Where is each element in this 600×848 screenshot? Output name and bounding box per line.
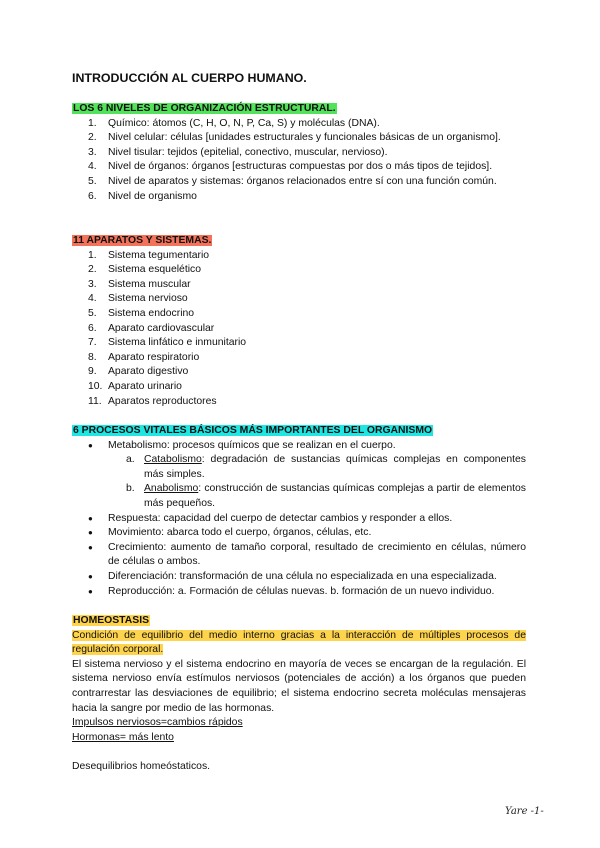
item-number: 2. [88, 264, 97, 276]
item-number: 5. [88, 175, 97, 187]
list-item [72, 131, 526, 146]
item-number: 2. [88, 132, 97, 144]
item-number: b. [126, 483, 135, 495]
section-homeostasis [72, 614, 526, 775]
item-text: Químico: átomos (C, H, O, N, P, Ca, S) y moléculas (DNA). [108, 117, 380, 129]
item-text: Reproducción: a. Formación de células nuevas. b. formación de un nuevo individuo. [108, 585, 495, 597]
list-item [72, 395, 526, 410]
section-heading-homeostasis: HOMEOSTASIS [73, 615, 150, 626]
list-item [72, 351, 526, 366]
list-item [72, 365, 526, 380]
item-number: 9. [88, 366, 97, 378]
section-systems [72, 234, 526, 409]
item-number: 1. [88, 249, 97, 261]
list-item [72, 146, 526, 161]
homeostasis-paragraph: El sistema nervioso y el sistema endocrino en mayoría de veces se encargan de la regulación. El sistema nervioso envía estímulos nerviosos (potenciales de acción) a los órganos que pueden contrarrestar las desviaciones de equilibrio; el sistema endocrino secreta moléculas mensajeras hacia la sangre por medio de las hormonas. [72, 658, 526, 714]
list-item [72, 190, 526, 205]
bullet-icon: ● [88, 440, 93, 450]
item-number: 5. [88, 307, 97, 319]
item-text: Sistema muscular [108, 278, 191, 290]
item-text: Sistema linfático e inmunitario [108, 337, 247, 349]
item-text: Respuesta: capacidad del cuerpo de detectar cambios y responder a ellos. [108, 512, 453, 524]
bullet-icon: ● [88, 586, 93, 596]
term-catabolismo: Catabolismo [144, 454, 202, 466]
bullet-icon: ● [88, 528, 93, 538]
list-item [72, 526, 526, 541]
list-item [72, 322, 526, 337]
list-item [72, 263, 526, 278]
homeostasis-definition: Condición de equilibrio del medio interno gracias a la interacción de múltiples procesos de regulación corporal. [72, 629, 526, 656]
bullet-icon: ● [88, 513, 93, 523]
item-number: 7. [88, 337, 97, 349]
item-number: 6. [88, 322, 97, 334]
bullet-icon: ● [88, 542, 93, 552]
list-item [72, 117, 526, 132]
item-text: Aparato digestivo [108, 366, 189, 378]
item-number: 11. [88, 395, 102, 407]
note-impulses: Impulsos nerviosos=cambios rápidos [72, 717, 243, 729]
section-heading-levels: LOS 6 NIVELES DE ORGANIZACIÓN ESTRUCTURAL. [73, 103, 336, 114]
processes-list-rest [72, 512, 526, 600]
item-number: 6. [88, 190, 97, 202]
section-processes [72, 424, 526, 599]
item-text: Nivel tisular: tejidos (epitelial, conectivo, muscular, nervioso). [108, 146, 388, 158]
term-anabolismo: Anabolismo [144, 483, 199, 495]
note-imbalances: Desequilibrios homeóstaticos. [72, 760, 211, 772]
handwritten-signature: Yare -1- [505, 806, 544, 817]
list-item [72, 453, 526, 482]
item-number: 10. [88, 380, 103, 392]
item-number: 3. [88, 146, 97, 158]
list-item [72, 160, 526, 175]
item-text: Nivel de aparatos y sistemas: órganos relacionados entre sí con una función común. [108, 175, 497, 187]
item-number: 8. [88, 351, 97, 363]
item-text: : construcción de sustancias químicas complejas a partir de elementos más pequeños. [144, 483, 526, 509]
list-item [72, 570, 526, 585]
levels-list [72, 117, 526, 205]
item-text: Movimiento: abarca todo el cuerpo, órganos, células, etc. [108, 527, 372, 539]
list-item [72, 482, 526, 511]
item-text: Crecimiento: aumento de tamaño corporal, resultado de crecimiento en células, número de células o ambos. [108, 541, 526, 568]
item-number: 1. [88, 117, 97, 129]
list-item [72, 278, 526, 293]
section-heading-systems: 11 APARATOS Y SISTEMAS. [73, 235, 212, 246]
item-text: Sistema tegumentario [108, 249, 210, 261]
item-text: Sistema endocrino [108, 307, 195, 319]
list-item [72, 541, 526, 570]
item-text: Metabolismo: procesos químicos que se realizan en el cuerpo. [108, 439, 396, 451]
item-text: Nivel celular: células [unidades estructurales y funcionales básicas de un organismo]. [108, 132, 501, 144]
section-heading-processes: 6 PROCESOS VITALES BÁSICOS MÁS IMPORTANTES DEL ORGANISMO [73, 425, 433, 436]
item-text: Sistema esquelético [108, 264, 201, 276]
list-item [72, 336, 526, 351]
processes-list [72, 439, 526, 512]
item-number: 3. [88, 278, 97, 290]
item-number: 4. [88, 293, 97, 305]
item-text: Aparato urinario [108, 380, 182, 392]
bullet-icon: ● [88, 571, 93, 581]
list-item [72, 307, 526, 322]
list-item [72, 439, 526, 454]
item-text: Sistema nervioso [108, 293, 188, 305]
section-levels [72, 102, 526, 204]
item-text: : degradación de sustancias químicas complejas en componentes más simples. [144, 454, 526, 480]
list-item [72, 249, 526, 264]
item-text: Aparatos reproductores [108, 395, 217, 407]
list-item [72, 512, 526, 527]
list-item [72, 585, 526, 600]
page-title: INTRODUCCIÓN AL CUERPO HUMANO. [72, 71, 307, 85]
item-text: Aparato respiratorio [108, 351, 200, 363]
item-text: Nivel de organismo [108, 190, 197, 202]
item-text: Diferenciación: transformación de una célula no especializada en una especializada. [108, 570, 497, 582]
list-item [72, 380, 526, 395]
item-number: a. [126, 454, 135, 466]
item-number: 4. [88, 161, 97, 173]
list-item [72, 175, 526, 190]
item-text: Nivel de órganos: órganos [estructuras compuestas por dos o más tipos de tejidos]. [108, 161, 493, 173]
systems-list [72, 249, 526, 410]
note-hormones: Hormonas= más lento [72, 731, 174, 743]
list-item [72, 292, 526, 307]
item-text: Aparato cardiovascular [108, 322, 215, 334]
